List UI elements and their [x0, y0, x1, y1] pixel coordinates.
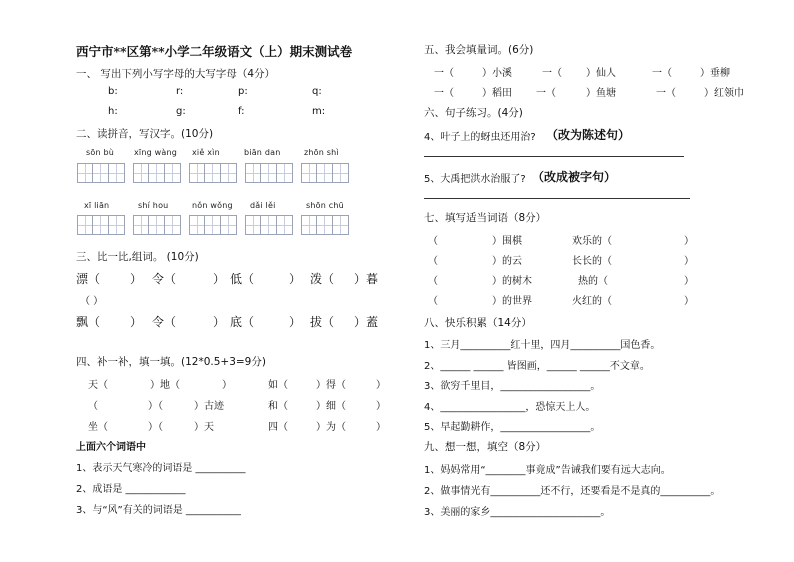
letter-item: r: [176, 86, 184, 97]
letter-item: q: [312, 86, 322, 97]
fill-item: 天（ [88, 380, 108, 391]
letter-item: b: [108, 86, 118, 97]
section-4-note: 上面六个词语中 [76, 442, 146, 453]
fill-item: 四（ [268, 422, 288, 433]
fill-item: ）（ [148, 401, 163, 412]
measure-word-item: 一（ [434, 68, 454, 79]
compare-item: ） [289, 272, 302, 286]
word-fill-item: 欢乐的（ [572, 236, 612, 247]
question: 3、与“风”有关的词语是 ___________ [76, 505, 241, 516]
word-fill-item: ）的云 [492, 256, 522, 267]
fill-item: ）细（ [316, 401, 346, 412]
word-fill-item: 火红的（ [572, 296, 612, 307]
fill-item: （ [88, 401, 98, 412]
word-fill-item: （ [428, 296, 438, 307]
fill-item: ）天 [194, 422, 214, 433]
word-fill-item: （ [428, 256, 438, 267]
letter-item: p: [238, 86, 248, 97]
compare-item: ） [213, 272, 226, 286]
compare-item: ） [130, 272, 143, 286]
sentence-question: 5、大禹把洪水治服了? [424, 174, 526, 185]
measure-word-item: 一（ [536, 88, 556, 99]
word-fill-item: ）的树木 [492, 276, 532, 287]
compare-item: 拔（ [310, 315, 335, 329]
accumulation-question: 2、______ ______ 皆图画，______ ______不文章。 [424, 361, 650, 372]
word-fill-item: ）围棋 [492, 236, 522, 247]
section-3-heading: 三、比一比,组词。 (10分) [76, 251, 199, 263]
accumulation-question: 4、_________________，恐惊天上人。 [424, 402, 596, 413]
word-fill-item: （ [428, 236, 438, 247]
compare-item: 低（ [230, 272, 255, 286]
fill-item: ） [376, 422, 386, 433]
compare-item: ） [289, 315, 302, 329]
fill-blank-question: 1、妈妈常用“________事竟成”告诫我们要有远大志向。 [424, 465, 671, 476]
pinyin-label: dǎi lěi [250, 201, 276, 210]
writing-box-pair[interactable] [77, 163, 125, 183]
pinyin-label: shōn chū [306, 201, 344, 210]
pinyin-label: nǒn wǒng [192, 201, 233, 210]
measure-word-item: ）鱼塘 [586, 88, 616, 99]
word-fill-item: 热的（ [578, 276, 608, 287]
fill-blank-question: 3、美丽的家乡______________________。 [424, 507, 611, 518]
writing-box-pair[interactable] [245, 163, 293, 183]
word-fill-item: ） [684, 296, 694, 307]
fill-item: ）（ [148, 422, 163, 433]
pinyin-label: xīng wàng [134, 148, 178, 157]
answer-line[interactable] [424, 156, 684, 157]
sentence-instruction: （改为陈述句） [546, 128, 631, 142]
accumulation-question: 3、欲穷千里目，__________________。 [424, 381, 601, 392]
measure-word-item: 一（ [652, 68, 672, 79]
accumulation-question: 1、三月__________红十里，四月__________国色香。 [424, 340, 661, 351]
question: 1、表示天气寒冷的词语是 __________ [76, 463, 246, 474]
compare-item: ） [213, 315, 226, 329]
pinyin-label: xiě xìn [192, 148, 220, 157]
fill-item: 和（ [268, 401, 288, 412]
page-title: 西宁市**区第**小学二年级语文（上）期末测试卷 [76, 44, 353, 59]
measure-word-item: ）小溪 [482, 68, 512, 79]
compare-item: 飘（ [76, 315, 101, 329]
compare-item: ）蓋 [354, 315, 379, 329]
letter-item: h: [108, 106, 118, 117]
answer-line[interactable] [424, 198, 690, 199]
writing-box-pair[interactable] [189, 215, 237, 235]
writing-box-pair[interactable] [133, 215, 181, 235]
word-fill-item: ） [684, 276, 694, 287]
sentence-instruction: （改成被字句） [532, 170, 617, 184]
measure-word-item: 一（ [434, 88, 454, 99]
compare-item: ）暮 [354, 272, 379, 286]
compare-item: （ ） [80, 296, 104, 307]
fill-item: ）地（ [150, 380, 180, 391]
measure-word-item: ）稻田 [482, 88, 512, 99]
section-1-heading: 一、 写出下列小写字母的大写字母（4分） [76, 68, 276, 80]
question: 2、成语是 ____________ [76, 484, 186, 495]
measure-word-item: ）垂柳 [700, 68, 730, 79]
pinyin-label: xī liān [84, 201, 110, 210]
measure-word-item: 一（ [656, 88, 676, 99]
fill-item: ） [376, 401, 386, 412]
fill-item: ） [376, 380, 386, 391]
fill-item: ）为（ [316, 422, 346, 433]
writing-box-pair[interactable] [77, 215, 125, 235]
word-fill-item: （ [428, 276, 438, 287]
writing-box-pair[interactable] [133, 163, 181, 183]
section-6-heading: 六、句子练习。(4分) [424, 107, 523, 119]
compare-item: 令（ [152, 272, 177, 286]
compare-item: 漂（ [76, 272, 101, 286]
measure-word-item: ）仙人 [586, 68, 616, 79]
pinyin-label: zhōn shì [304, 148, 339, 157]
section-8-heading: 八、快乐积累（14分） [424, 317, 532, 329]
word-fill-item: ） [684, 256, 694, 267]
fill-blank-question: 2、做事情光有__________还不行，还要看是不是真的__________。 [424, 486, 721, 497]
section-5-heading: 五、我会填量词。(6分) [424, 44, 534, 56]
word-fill-item: 长长的（ [572, 256, 612, 267]
section-7-heading: 七、填写适当词语（8分） [424, 212, 547, 224]
pinyin-label: shí hou [138, 201, 169, 210]
section-9-heading: 九、想一想，填空（8分） [424, 441, 547, 453]
compare-item: 令（ [152, 315, 177, 329]
fill-item: ）古迹 [194, 401, 224, 412]
writing-box-pair[interactable] [301, 163, 349, 183]
section-4-heading: 四、补一补，填一填。(12*0.5+3=9分) [76, 356, 266, 368]
writing-box-pair[interactable] [301, 215, 349, 235]
writing-box-pair[interactable] [189, 163, 237, 183]
compare-item: 泼（ [310, 272, 335, 286]
letter-item: m: [312, 106, 326, 117]
fill-item: ） [222, 380, 232, 391]
word-fill-item: ）的世界 [492, 296, 532, 307]
accumulation-question: 5、早起勤耕作，__________________。 [424, 422, 601, 433]
compare-item: 底（ [230, 315, 255, 329]
section-2-heading: 二、读拼音，写汉字。(10分) [76, 128, 214, 140]
measure-word-item: ）红领巾 [704, 88, 744, 99]
fill-item: ）得（ [316, 380, 346, 391]
fill-item: 如（ [268, 380, 288, 391]
writing-box-pair[interactable] [245, 215, 293, 235]
measure-word-item: 一（ [542, 68, 562, 79]
sentence-question: 4、叶子上的蚜虫还用治? [424, 132, 536, 143]
pinyin-label: sōn bù [86, 148, 115, 157]
fill-item: 坐（ [88, 422, 108, 433]
word-fill-item: ） [684, 236, 694, 247]
letter-item: g: [176, 106, 186, 117]
compare-item: ） [130, 315, 143, 329]
pinyin-label: biān dan [244, 148, 281, 157]
letter-item: f: [238, 106, 245, 117]
